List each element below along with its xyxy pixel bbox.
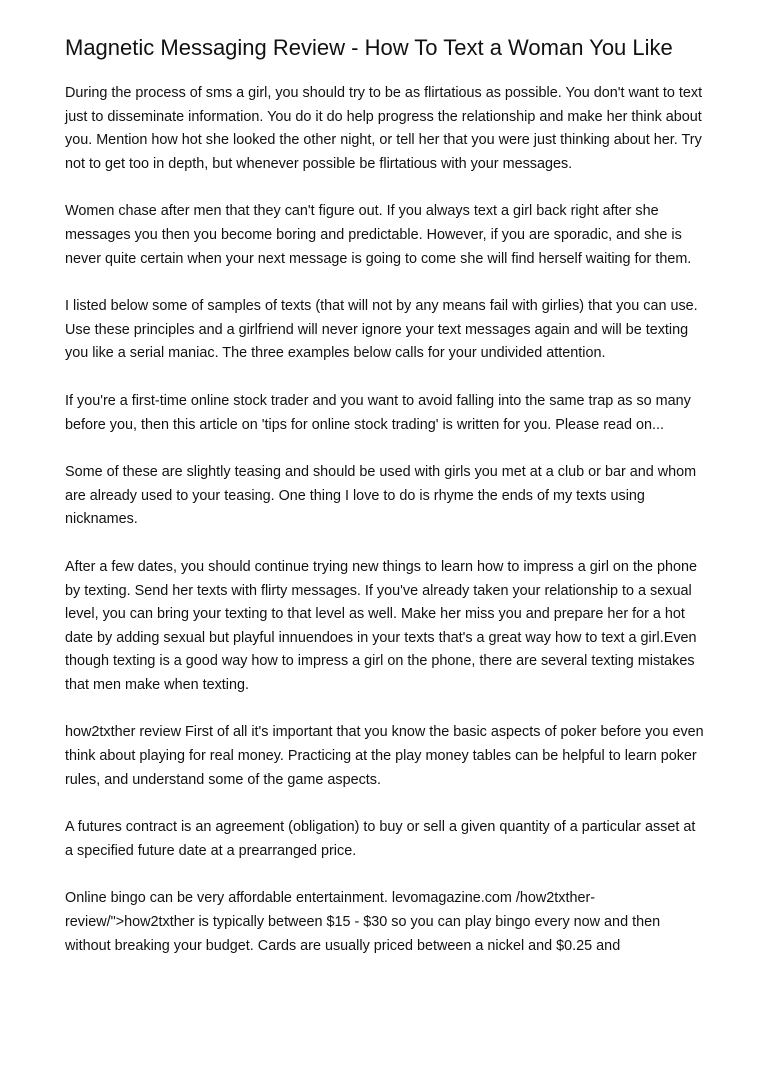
paragraph: Online bingo can be very affordable entertainment. levomagazine.com /how2txther-review/">how2txther is typically between $15 - $30 so you can play bingo every now and then without breaking your budget. Cards are usually priced between a nickel and $0.25 and xyxy=(65,890,661,954)
paragraph: Some of these are slightly teasing and should be used with girls you met at a club or bar and whom are already used to your teasing. One thing I love to do is rhyme the ends of my texts using nicknames. xyxy=(65,464,697,528)
document-title: Magnetic Messaging Review - How To Text a Woman You Like xyxy=(65,35,673,60)
paragraph: If you're a first-time online stock trader and you want to avoid falling into the same trap as so many before you, then this article on 'tips for online stock trading' is written for you. Please read on... xyxy=(65,392,691,433)
paragraph: After a few dates, you should continue trying new things to learn how to impress a girl on the phone by texting. Send her texts with flirty messages. If you've already taken your relationship to a sexual level, you can bring your texting to that level as well. Make her miss you and prepare her for a hot date by adding sexual but playful innuendoes in your texts that's a great way how to text a girl.Even though texting is a good way how to impress a girl on the phone, there are several texting mistakes that men make when texting. xyxy=(65,558,697,693)
paragraph: how2txther review First of all it's important that you know the basic aspects of poker before you even think about playing for real money. Practicing at the play money tables can be helpful to learn poker rules, and understand some of the game aspects. xyxy=(65,724,704,788)
document-body xyxy=(65,36,705,982)
paragraph: A futures contract is an agreement (obligation) to buy or sell a given quantity of a particular asset at a specified future date at a prearranged price. xyxy=(65,819,696,859)
paragraph: During the process of sms a girl, you should try to be as flirtatious as possible. You don't want to text just to disseminate information. You do it do help progress the relationship and make her think about you. Mention how hot she looked the other night, or tell her that you were just thinking about her. Try not to get too in depth, but whenever possible be flirtatious with your messages. xyxy=(65,85,703,172)
paragraph: Women chase after men that they can't figure out. If you always text a girl back right after she messages you then you become boring and predictable. However, if you are sporadic, and she is never quite certain when your next message is going to come she will find herself waiting for them. xyxy=(65,203,692,267)
paragraph: I listed below some of samples of texts (that will not by any means fail with girlies) that you can use. Use these principles and a girlfriend will never ignore your text messages again and will be texting you like a serial maniac. The three examples below calls for your undivided attention. xyxy=(65,298,698,362)
